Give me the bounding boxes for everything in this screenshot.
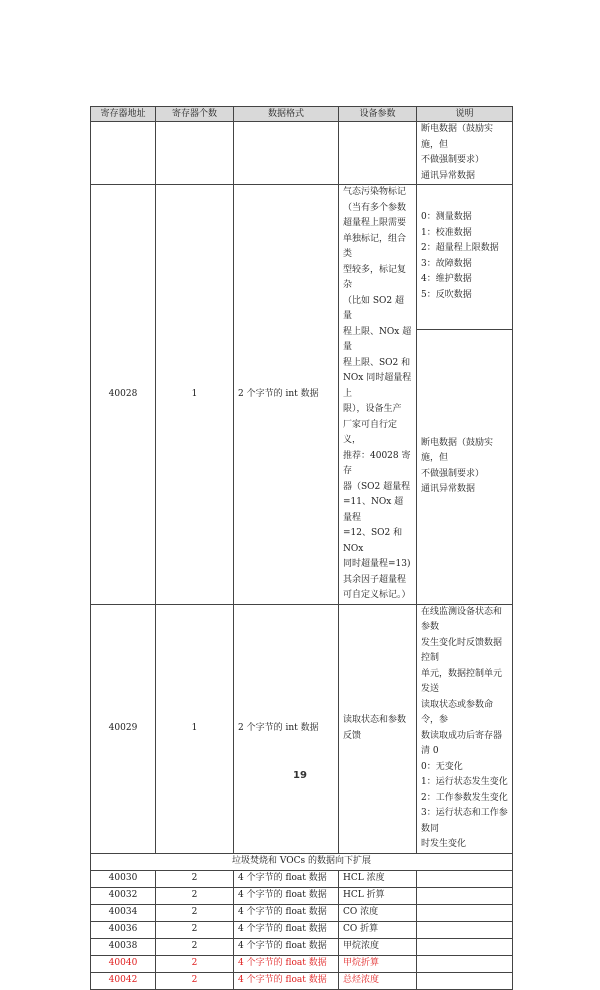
cell-address bbox=[91, 122, 156, 185]
desc-line: 断电数据（鼓励实施，但 bbox=[421, 437, 494, 464]
cell-desc bbox=[417, 604, 513, 853]
table-row bbox=[91, 921, 513, 938]
desc-line: 不做强制要求） bbox=[421, 155, 485, 165]
cell-format: 4 个字节的 float 数据 bbox=[234, 938, 339, 955]
param-line: 程上限、SO2 和 bbox=[343, 357, 411, 368]
desc-line: 3：故障数据 bbox=[421, 258, 472, 269]
desc-line: 数读取成功后寄存器清 0 bbox=[421, 730, 503, 756]
param-line: 同时超量程=13) bbox=[343, 559, 411, 569]
cell-desc bbox=[417, 887, 513, 904]
cell-desc bbox=[417, 921, 513, 938]
desc-line: 时发生变化 bbox=[421, 839, 467, 849]
param-line: 气态污染物标记 bbox=[343, 187, 407, 197]
desc-line: 1：运行状态发生变化 bbox=[421, 777, 508, 787]
param-line: 超量程上限需要 bbox=[343, 218, 407, 228]
table-row bbox=[91, 938, 513, 955]
param-line: （当有多个参数 bbox=[343, 202, 407, 213]
header-count: 寄存器个数 bbox=[156, 107, 234, 122]
desc-line: 通讯异常数据 bbox=[421, 170, 476, 181]
desc-line: 0：无变化 bbox=[421, 761, 463, 772]
table-row bbox=[91, 904, 513, 921]
header-param: 设备参数 bbox=[339, 107, 417, 122]
cell-address: 40028 bbox=[91, 185, 156, 605]
param-line: 反馈 bbox=[343, 730, 362, 741]
param-line: 其余因子超量程 bbox=[343, 574, 407, 585]
section-title: 垃圾焚烧和 VOCs 的数据向下扩展 bbox=[91, 853, 513, 870]
cell-desc bbox=[417, 122, 513, 185]
desc-line: 2：工作参数发生变化 bbox=[421, 792, 508, 803]
param-line: NOx 同时超量程上 bbox=[343, 373, 412, 399]
param-line: 限），设备生产 bbox=[343, 404, 402, 414]
cell-address: 40029 bbox=[91, 604, 156, 853]
cell-count: 2 bbox=[156, 955, 234, 972]
cell-address: 40038 bbox=[91, 938, 156, 955]
cell-param bbox=[339, 604, 417, 853]
cell-param bbox=[339, 122, 417, 185]
cell-param: HCL 浓度 bbox=[339, 870, 417, 887]
desc-line: 发生变化时反馈数据控制 bbox=[421, 637, 503, 663]
desc-line: 3：运行状态和工作参数同 bbox=[421, 808, 508, 834]
cell-address: 40040 bbox=[91, 955, 156, 972]
desc-line: 0：测量数据 bbox=[421, 212, 472, 223]
cell-count: 2 bbox=[156, 921, 234, 938]
cell-address: 40034 bbox=[91, 904, 156, 921]
header-desc: 说明 bbox=[417, 107, 513, 122]
table-row bbox=[91, 604, 513, 853]
register-table bbox=[90, 106, 513, 990]
table-row bbox=[91, 122, 513, 185]
cell-param: 总烃浓度 bbox=[339, 972, 417, 989]
cell-desc bbox=[417, 870, 513, 887]
desc-line: 断电数据（鼓励实施，但 bbox=[421, 124, 494, 150]
param-line: 可自定义标记。） bbox=[343, 590, 411, 600]
desc-line: 单元，数据控制单元发送 bbox=[421, 668, 503, 694]
cell-count: 2 bbox=[156, 887, 234, 904]
param-line: （比如 SO2 超量 bbox=[343, 295, 404, 321]
cell-format: 2 个字节的 int 数据 bbox=[234, 185, 339, 605]
cell-format: 4 个字节的 float 数据 bbox=[234, 887, 339, 904]
cell-format: 4 个字节的 float 数据 bbox=[234, 870, 339, 887]
desc-line: 2：超量程上限数据 bbox=[421, 243, 499, 254]
cell-format: 4 个字节的 float 数据 bbox=[234, 955, 339, 972]
desc-line: 1：校准数据 bbox=[421, 227, 472, 238]
table-row bbox=[91, 870, 513, 887]
simple-rows-body bbox=[91, 870, 513, 989]
cell-format: 4 个字节的 float 数据 bbox=[234, 904, 339, 921]
table-header-row bbox=[91, 107, 513, 122]
desc-line: 5：反吹数据 bbox=[421, 289, 472, 300]
cell-address: 40036 bbox=[91, 921, 156, 938]
cell-count: 2 bbox=[156, 938, 234, 955]
cell-address: 40032 bbox=[91, 887, 156, 904]
param-line: =12、SO2 和 NOx bbox=[343, 528, 403, 554]
table-row bbox=[91, 185, 513, 330]
table-row bbox=[91, 972, 513, 989]
table-row bbox=[91, 955, 513, 972]
cell-count: 1 bbox=[156, 185, 234, 605]
param-line: 器（SO2 超量程 bbox=[343, 481, 411, 492]
cell-desc bbox=[417, 329, 513, 604]
header-format: 数据格式 bbox=[234, 107, 339, 122]
table-row bbox=[91, 887, 513, 904]
cell-desc bbox=[417, 185, 513, 330]
cell-param bbox=[339, 185, 417, 605]
cell-param: 甲烷折算 bbox=[339, 955, 417, 972]
cell-param: HCL 折算 bbox=[339, 887, 417, 904]
param-line: =11、NOx 超量程 bbox=[343, 497, 404, 523]
param-line: 读取状态和参数 bbox=[343, 715, 407, 725]
cell-desc bbox=[417, 972, 513, 989]
desc-line: 通讯异常数据 bbox=[421, 484, 476, 495]
cell-count bbox=[156, 122, 234, 185]
cell-count: 2 bbox=[156, 972, 234, 989]
cell-format: 4 个字节的 float 数据 bbox=[234, 972, 339, 989]
cell-count: 2 bbox=[156, 904, 234, 921]
cell-desc bbox=[417, 938, 513, 955]
cell-param: 甲烷浓度 bbox=[339, 938, 417, 955]
desc-line: 读取状态或参数命令，参 bbox=[421, 699, 494, 725]
param-line: 型较多，标记复杂 bbox=[343, 264, 407, 290]
cell-param: CO 折算 bbox=[339, 921, 417, 938]
cell-count: 1 bbox=[156, 604, 234, 853]
section-row bbox=[91, 853, 513, 870]
desc-line: 不做强制要求） bbox=[421, 468, 485, 479]
cell-count: 2 bbox=[156, 870, 234, 887]
param-line: 程上限、NOx 超量 bbox=[343, 326, 412, 352]
cell-desc bbox=[417, 904, 513, 921]
cell-format: 4 个字节的 float 数据 bbox=[234, 921, 339, 938]
cell-format: 2 个字节的 int 数据 bbox=[234, 604, 339, 853]
param-line: 厂家可自行定义， bbox=[343, 419, 398, 445]
desc-line: 在线监测设备状态和参数 bbox=[421, 606, 503, 632]
param-line: 单独标记，组合类 bbox=[343, 233, 407, 259]
cell-param: CO 浓度 bbox=[339, 904, 417, 921]
param-line: 推荐：40028 寄存 bbox=[343, 450, 411, 476]
cell-address: 40030 bbox=[91, 870, 156, 887]
page-number: 19 bbox=[293, 770, 307, 781]
cell-desc bbox=[417, 955, 513, 972]
cell-format bbox=[234, 122, 339, 185]
desc-line: 4：维护数据 bbox=[421, 274, 472, 285]
cell-address: 40042 bbox=[91, 972, 156, 989]
header-address: 寄存器地址 bbox=[91, 107, 156, 122]
